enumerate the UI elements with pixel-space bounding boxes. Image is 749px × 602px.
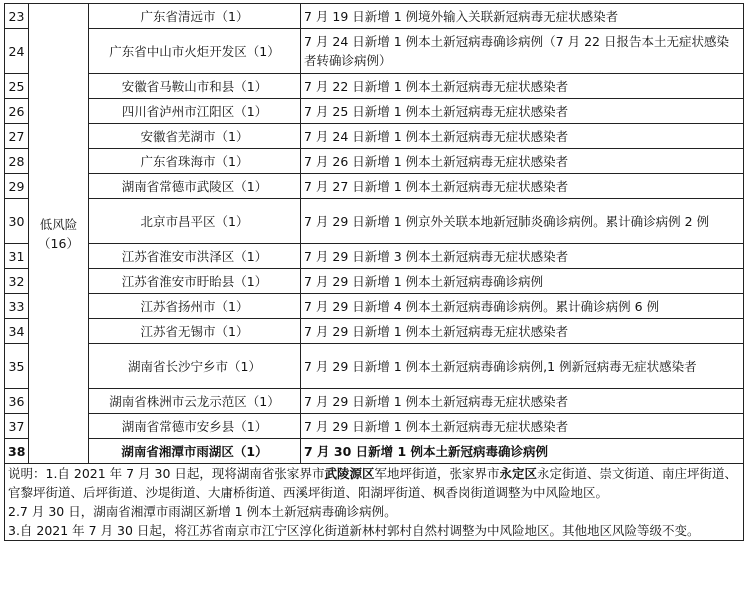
row-number: 25 (5, 74, 29, 99)
table-row (5, 199, 744, 244)
row-number: 33 (5, 294, 29, 319)
description-cell: 7 月 29 日新增 1 例本土新冠病毒无症状感染者 (301, 319, 744, 344)
risk-level-cell (29, 4, 89, 464)
note-2: 2.7 月 30 日，湖南省湘潭市雨湖区新增 1 例本土新冠病毒确诊病例。 (8, 504, 397, 519)
row-number: 34 (5, 319, 29, 344)
row-number: 38 (5, 439, 29, 464)
area-cell: 安徽省芜湖市（1） (89, 124, 301, 149)
area-cell: 广东省珠海市（1） (89, 149, 301, 174)
table-row (5, 414, 744, 439)
description-cell: 7 月 29 日新增 4 例本土新冠病毒确诊病例。累计确诊病例 6 例 (301, 294, 744, 319)
risk-level-name: 低风险 (39, 216, 78, 232)
risk-level-count: （16） (38, 235, 79, 251)
description-cell: 7 月 24 日新增 1 例本土新冠病毒无症状感染者 (301, 124, 744, 149)
row-number: 36 (5, 389, 29, 414)
table-row (5, 74, 744, 99)
risk-area-table-body (5, 4, 744, 541)
table-row (5, 344, 744, 389)
row-number: 30 (5, 199, 29, 244)
description-cell: 7 月 29 日新增 1 例本土新冠病毒确诊病例 (301, 269, 744, 294)
area-cell: 湖南省株洲市云龙示范区（1） (89, 389, 301, 414)
area-cell: 四川省泸州市江阳区（1） (89, 99, 301, 124)
description-cell: 7 月 27 日新增 1 例本土新冠病毒无症状感染者 (301, 174, 744, 199)
table-row (5, 29, 744, 74)
table-row (5, 244, 744, 269)
table-row (5, 149, 744, 174)
area-cell: 广东省清远市（1） (89, 4, 301, 29)
table-row (5, 294, 744, 319)
area-cell: 湖南省长沙宁乡市（1） (89, 344, 301, 389)
note-1-text-d: 永定街道、崇文街道、南庄坪街道、官黎坪街道、后坪街道、沙堤街道、大庸桥街道、西溪坪街道、阳湖坪街道、枫香岗街道调整为中风险地区。 (8, 466, 738, 500)
table-row (5, 319, 744, 344)
description-cell: 7 月 25 日新增 1 例本土新冠病毒无症状感染者 (301, 99, 744, 124)
description-cell: 7 月 29 日新增 1 例本土新冠病毒确诊病例,1 例新冠病毒无症状感染者 (301, 344, 744, 389)
description-cell: 7 月 29 日新增 1 例本土新冠病毒无症状感染者 (301, 414, 744, 439)
note-1-text-c: 军地坪街道，张家界市 (374, 466, 500, 481)
area-cell: 湖南省湘潭市雨湖区（1） (89, 439, 301, 464)
row-number: 23 (5, 4, 29, 29)
area-cell: 北京市昌平区（1） (89, 199, 301, 244)
description-cell: 7 月 29 日新增 3 例本土新冠病毒无症状感染者 (301, 244, 744, 269)
table-row (5, 99, 744, 124)
table-row (5, 269, 744, 294)
description-cell: 7 月 22 日新增 1 例本土新冠病毒无症状感染者 (301, 74, 744, 99)
area-cell: 江苏省扬州市（1） (89, 294, 301, 319)
row-number: 31 (5, 244, 29, 269)
area-cell: 江苏省淮安市洪泽区（1） (89, 244, 301, 269)
row-number: 35 (5, 344, 29, 389)
area-cell: 广东省中山市火炬开发区（1） (89, 29, 301, 74)
row-number: 37 (5, 414, 29, 439)
row-number: 32 (5, 269, 29, 294)
row-number: 28 (5, 149, 29, 174)
row-number: 26 (5, 99, 29, 124)
note-1 (8, 464, 740, 502)
row-number: 24 (5, 29, 29, 74)
note-3: 3.自 2021 年 7 月 30 日起，将江苏省南京市江宁区淳化街道新林村郭村自然村调整为中风险地区。其他地区风险等级不变。 (8, 523, 700, 538)
area-cell: 江苏省无锡市（1） (89, 319, 301, 344)
area-cell: 江苏省淮安市盱眙县（1） (89, 269, 301, 294)
description-cell: 7 月 29 日新增 1 例京外关联本地新冠肺炎确诊病例。累计确诊病例 2 例 (301, 199, 744, 244)
risk-area-document (4, 3, 744, 541)
table-row (5, 389, 744, 414)
table-row (5, 174, 744, 199)
table-row (5, 439, 744, 464)
area-cell: 湖南省常德市安乡县（1） (89, 414, 301, 439)
description-cell: 7 月 29 日新增 1 例本土新冠病毒无症状感染者 (301, 389, 744, 414)
area-cell: 安徽省马鞍山市和县（1） (89, 74, 301, 99)
row-number: 29 (5, 174, 29, 199)
risk-area-table (4, 3, 744, 541)
row-number: 27 (5, 124, 29, 149)
note-1-bold-district-1: 武陵源区 (324, 466, 375, 481)
area-cell: 湖南省常德市武陵区（1） (89, 174, 301, 199)
note-1-text-a: 说明：1.自 2021 年 7 月 30 日起，现将湖南省张家界市 (8, 466, 325, 481)
notes-cell (5, 464, 744, 541)
notes-row (5, 464, 744, 541)
description-cell: 7 月 26 日新增 1 例本土新冠病毒无症状感染者 (301, 149, 744, 174)
description-cell: 7 月 30 日新增 1 例本土新冠病毒确诊病例 (301, 439, 744, 464)
table-row (5, 124, 744, 149)
description-cell: 7 月 19 日新增 1 例境外输入关联新冠病毒无症状感染者 (301, 4, 744, 29)
description-cell: 7 月 24 日新增 1 例本土新冠病毒确诊病例（7 月 22 日报告本土无症状感染者转确诊病例） (301, 29, 744, 74)
table-row (5, 4, 744, 29)
note-1-bold-district-2: 永定区 (499, 466, 537, 481)
